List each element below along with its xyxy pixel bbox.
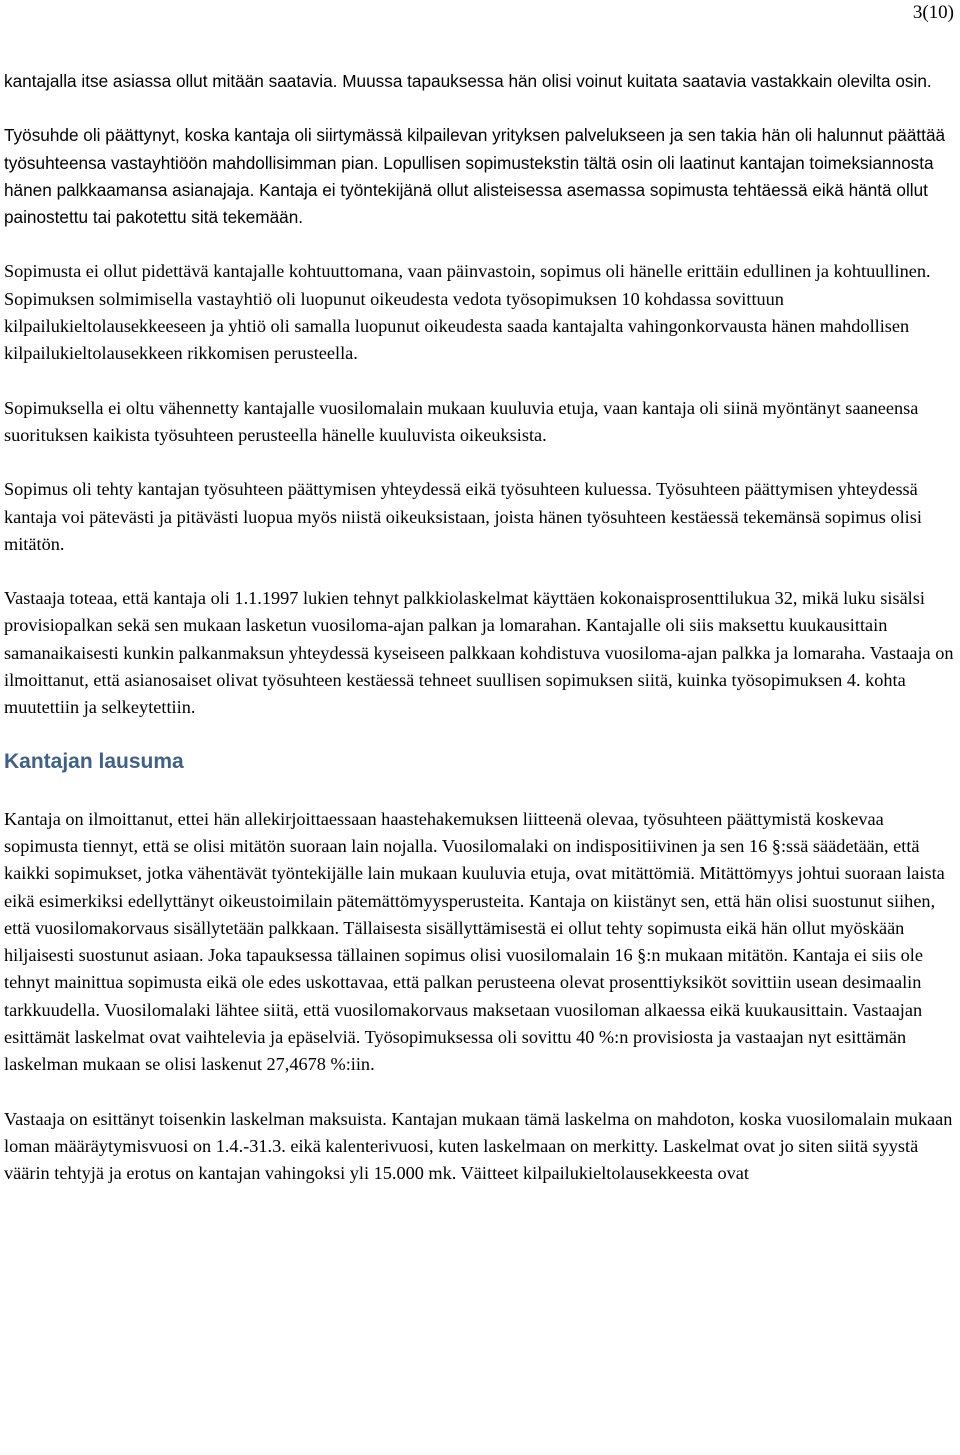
paragraph: Kantaja on ilmoittanut, ettei hän allekirjoittaessaan haastehakemuksen liitteenä olevaa, työsuhteen päättymistä koskevaa sopimusta tiennyt, että se olisi mitätön suoraan lain nojalla. Vuosilomalaki on indispositiivinen ja sen 16 §:ssä säädetään, että kaikki sopimukset, jotka vähentävät työntekijälle lain mukaan kuuluvia etuja, ovat mitättömiä. Mitättömyys johtui suoraan laista eikä esimerkiksi edellyttänyt oikeustoimilain pätemättömyysperusteita. Kantaja on kiistänyt sen, että hän olisi suostunut siihen, että vuosilomakorvaus sisällytetään palkkaan. Tällaisesta sisällyttämisestä ei ollut tehty sopimusta eikä hän ollut myöskään hiljaisesti suostunut asiaan. Joka tapauksessa tällainen sopimus olisi vuosilomalain 16 §:n mukaan mitätön. Kantaja ei siis ole tehnyt mainittua sopimusta eikä ole edes uskottavaa, että palkan perusteena olevat prosenttiyksiköt sovittiin usean desimaalin tarkkuudella. Vuosilomalaki lähtee siitä, että vuosilomakorvaus maksetaan vuosiloman alkaessa eikä kuukausittain. Vastaajan esittämät laskelmat ovat vaihtelevia ja epäselviä. Työsopimuksessa oli sovittu 40 %:n provisiosta ja vastaajan nyt esittämän laskelman mukaan se olisi laskenut 27,4678 %:iin. <box>4 808 945 1075</box>
paragraph: Vastaaja toteaa, että kantaja oli 1.1.1997 lukien tehnyt palkkiolaskelmat käyttäen kokonaisprosenttilukua 32, mikä luku sisälsi provisiopalkan sekä sen mukaan lasketun vuosiloma-ajan palkan ja lomarahan. Kantajalle oli siis maksettu kuukausittain samanaikaisesti kunkin palkanmaksun yhteydessä kyseiseen palkkaan kohdistuva vuosiloma-ajan palkka ja lomaraha. Vastaaja on ilmoittanut, että asianosaiset olivat työsuhteen kestäessä tehneet suullisen sopimuksen siitä, kuinka työsopimuksen 4. kohta muutettiin ja selkeytettiin. <box>4 588 954 718</box>
paragraph: Sopimuksella ei oltu vähennetty kantajalle vuosilomalain mukaan kuuluvia etuja, vaan kantaja oli siinä myöntänyt saaneensa suorituksen kaikista työsuhteen perusteella hänelle kuuluvista oikeuksista. <box>4 397 919 445</box>
section-heading: Kantajan lausuma <box>4 749 184 773</box>
paragraph: Sopimusta ei ollut pidettävä kantajalle kohtuuttomana, vaan päinvastoin, sopimus oli hänelle erittäin edullinen ja kohtuullinen. Sopimuksen solmimisella vastayhtiö oli luopunut oikeudesta vedota työsopimuksen 10 kohdassa sovittuun kilpailukieltolausekkeeseen ja yhtiö oli samalla luopunut oikeudesta saada kantajalta vahingonkorvausta hänen mahdollisen kilpailukieltolausekkeen rikkomisen perusteella. <box>4 261 931 364</box>
paragraph: Vastaaja on esittänyt toisenkin laskelman maksuista. Kantajan mukaan tämä laskelma on mahdoton, koska vuosilomalain mukaan loman määräytymisvuosi on 1.4.-31.3. eikä kalenterivuosi, kuten laskelmaan on merkitty. Laskelmat ovat jo siten siitä syystä väärin tehtyjä ja erotus on kantajan vahingoksi yli 15.000 mk. Väitteet kilpailukieltolausekkeesta ovat <box>4 1108 953 1184</box>
paragraph: kantajalla itse asiassa ollut mitään saatavia. Muussa tapauksessa hän olisi voinut kuitata saatavia vastakkain olevilta osin. <box>4 71 932 91</box>
page-number: 3(10) <box>912 2 954 23</box>
paragraph: Sopimus oli tehty kantajan työsuhteen päättymisen yhteydessä eikä työsuhteen kuluessa. Työsuhteen päättymisen yhteydessä kantaja voi pätevästi ja pitävästi luopua myös niistä oikeuksistaan, joista hänen työsuhteen kestäessä tekemänsä sopimus olisi mitätön. <box>4 479 922 554</box>
paragraph: Työsuhde oli päättynyt, koska kantaja oli siirtymässä kilpailevan yrityksen palvelukseen ja sen takia hän oli halunnut päättää työsuhteensa vastayhtiöön mahdollisimman pian. Lopullisen sopimustekstin tältä osin oli laatinut kantajan toimeksiannosta hänen palkkaamansa asianajaja. Kantaja ei työntekijänä ollut alisteisessa asemassa sopimusta tehtäessä eikä häntä ollut painostettu tai pakotettu sitä tekemään. <box>4 125 946 228</box>
document-body <box>4 68 954 1215</box>
